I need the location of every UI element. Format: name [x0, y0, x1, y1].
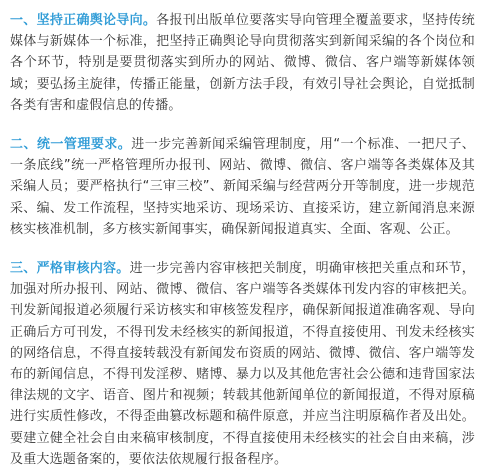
paragraph-1-text: 各报刊出版单位要落实导向管理全覆盖要求，坚持传统媒体与新媒体一个标准，把坚持正确舆论导向贯彻落实到新闻采编的各个岗位和各个环节，特别是要贯彻落实到所办的网站、微博、微信、客户端等新媒体领域；要弘扬主旋律，传播正能量，创新方法手段，有效引导社会舆论，自觉抵制各类有害和虚假信息的传播。 [10, 13, 475, 113]
paragraph-2-heading: 二、统一管理要求。 [10, 137, 132, 153]
paragraph-2 [10, 134, 475, 240]
paragraph-3 [10, 258, 475, 470]
paragraph-1 [10, 10, 475, 116]
paragraph-1-heading: 一、坚持正确舆论导向。 [10, 13, 157, 28]
paragraph-3-text: 进一步完善内容审核把关制度，明确审核把关重点和环节，加强对所办报刊、网站、微博、微信、客户端等各类媒体刊发内容的审核把关。刊发新闻报道必须履行采访核实和审核签发程序，确保新闻报道准确客观、导向正确后方可刊发，不得刊发未经核实的新闻报道，不得直接使用、刊发未经核实的网络信息，不得直接转载没有新闻发布资质的网站、微博、微信、客户端等发布的新闻信息，不得刊发淫秽、赌博、暴力以及其他危害社会公德和违背国家法律法规的文字、语音、图片和视频；转载其他新闻单位的新闻报道，不得对原稿进行实质性修改，不得歪曲篡改标题和稿件原意，并应当注明原稿作者及出处。要建立健全社会自由来稿审核制度，不得直接使用未经核实的社会自由来稿，涉及重大选题备案的，要依法依规履行报备程序。 [10, 261, 475, 467]
paragraph-3-heading: 三、严格审核内容。 [10, 261, 130, 277]
paragraph-2-text: 进一步完善新闻采编管理制度，用“一个标准、一把尺子、一条底线”统一严格管理所办报刊、网站、微博、微信、客户端等各类媒体及其采编人员；要严格执行“三审三校”、新闻采编与经营两分开等制度，进一步规范采、编、发工作流程，坚持实地采访、现场采访、直接采访，建立新闻消息来源核实核准机制，多方核实新闻事实，确保新闻报道真实、全面、客观、公正。 [10, 137, 475, 237]
